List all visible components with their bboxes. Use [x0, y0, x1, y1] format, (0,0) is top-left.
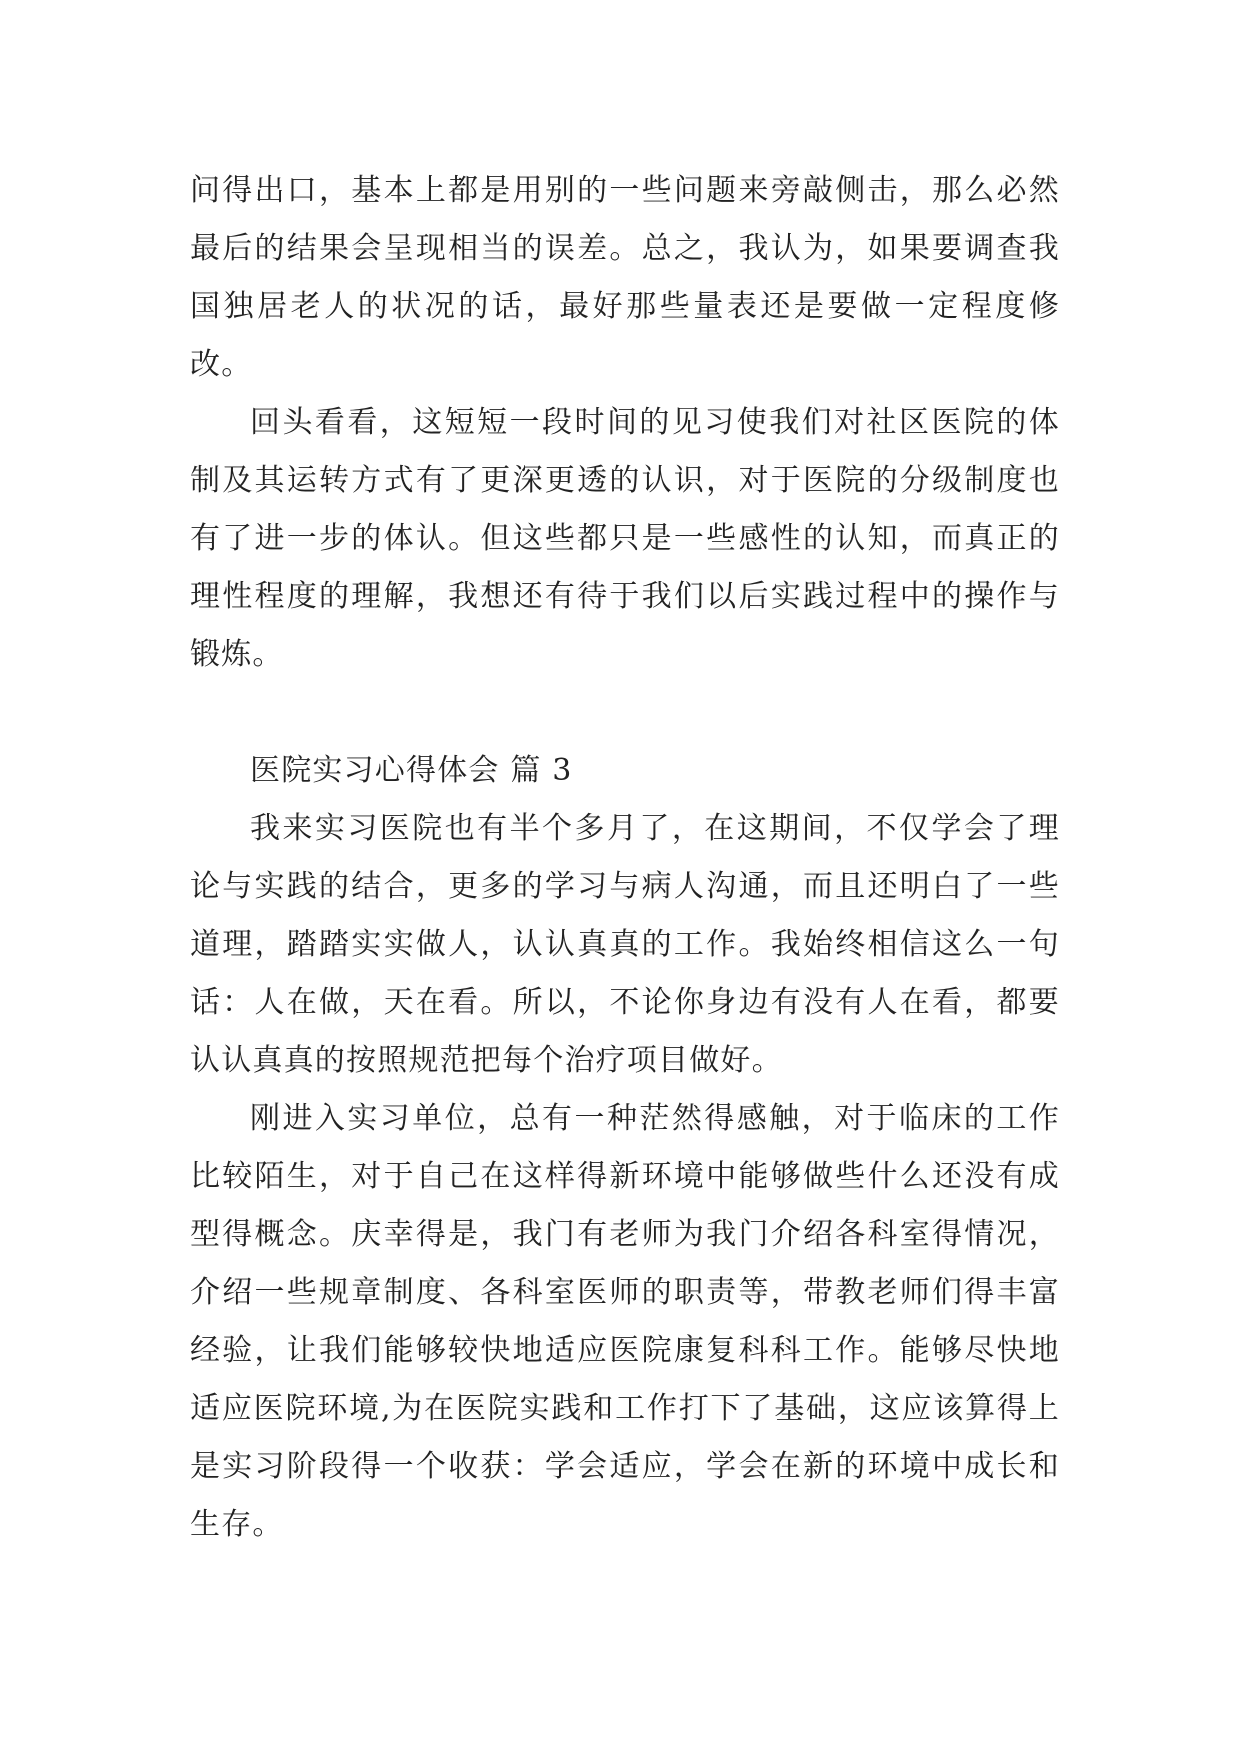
paragraph-intro: 我来实习医院也有半个多月了，在这期间，不仅学会了理论与实践的结合，更多的学习与病人沟通，而且还明白了一些道理，踏踏实实做人，认认真真的工作。我始终相信这么一句话：人在做，天在看。所以，不论你身边有没有人在看，都要认认真真的按照规范把每个治疗项目做好。: [190, 811, 1060, 1078]
section-title: 医院实习心得体会 篇 3: [250, 753, 573, 788]
paragraph-continuation: 问得出口，基本上都是用别的一些问题来旁敲侧击，那么必然最后的结果会呈现相当的误差。总之，我认为，如果要调查我国独居老人的状况的话，最好那些量表还是要做一定程度修改。: [190, 173, 1060, 382]
section-spacer: [190, 684, 1060, 742]
document-body: [190, 162, 1060, 1554]
paragraph-reflection: 回头看看，这短短一段时间的见习使我们对社区医院的体制及其运转方式有了更深更透的认识，对于医院的分级制度也有了进一步的体认。但这些都只是一些感性的认知，而真正的理性程度的理解，我想还有待于我们以后实践过程中的操作与锻炼。: [190, 405, 1060, 672]
paragraph-adaptation: 刚进入实习单位，总有一种茫然得感触，对于临床的工作比较陌生，对于自己在这样得新环境中能够做些什么还没有成型得概念。庆幸得是，我门有老师为我门介绍各科室得情况，介绍一些规章制度、各科室医师的职责等，带教老师们得丰富经验，让我们能够较快地适应医院康复科科工作。能够尽快地适应医院环境,为在医院实践和工作打下了基础，这应该算得上是实习阶段得一个收获：学会适应，学会在新的环境中成长和生存。: [190, 1101, 1060, 1542]
